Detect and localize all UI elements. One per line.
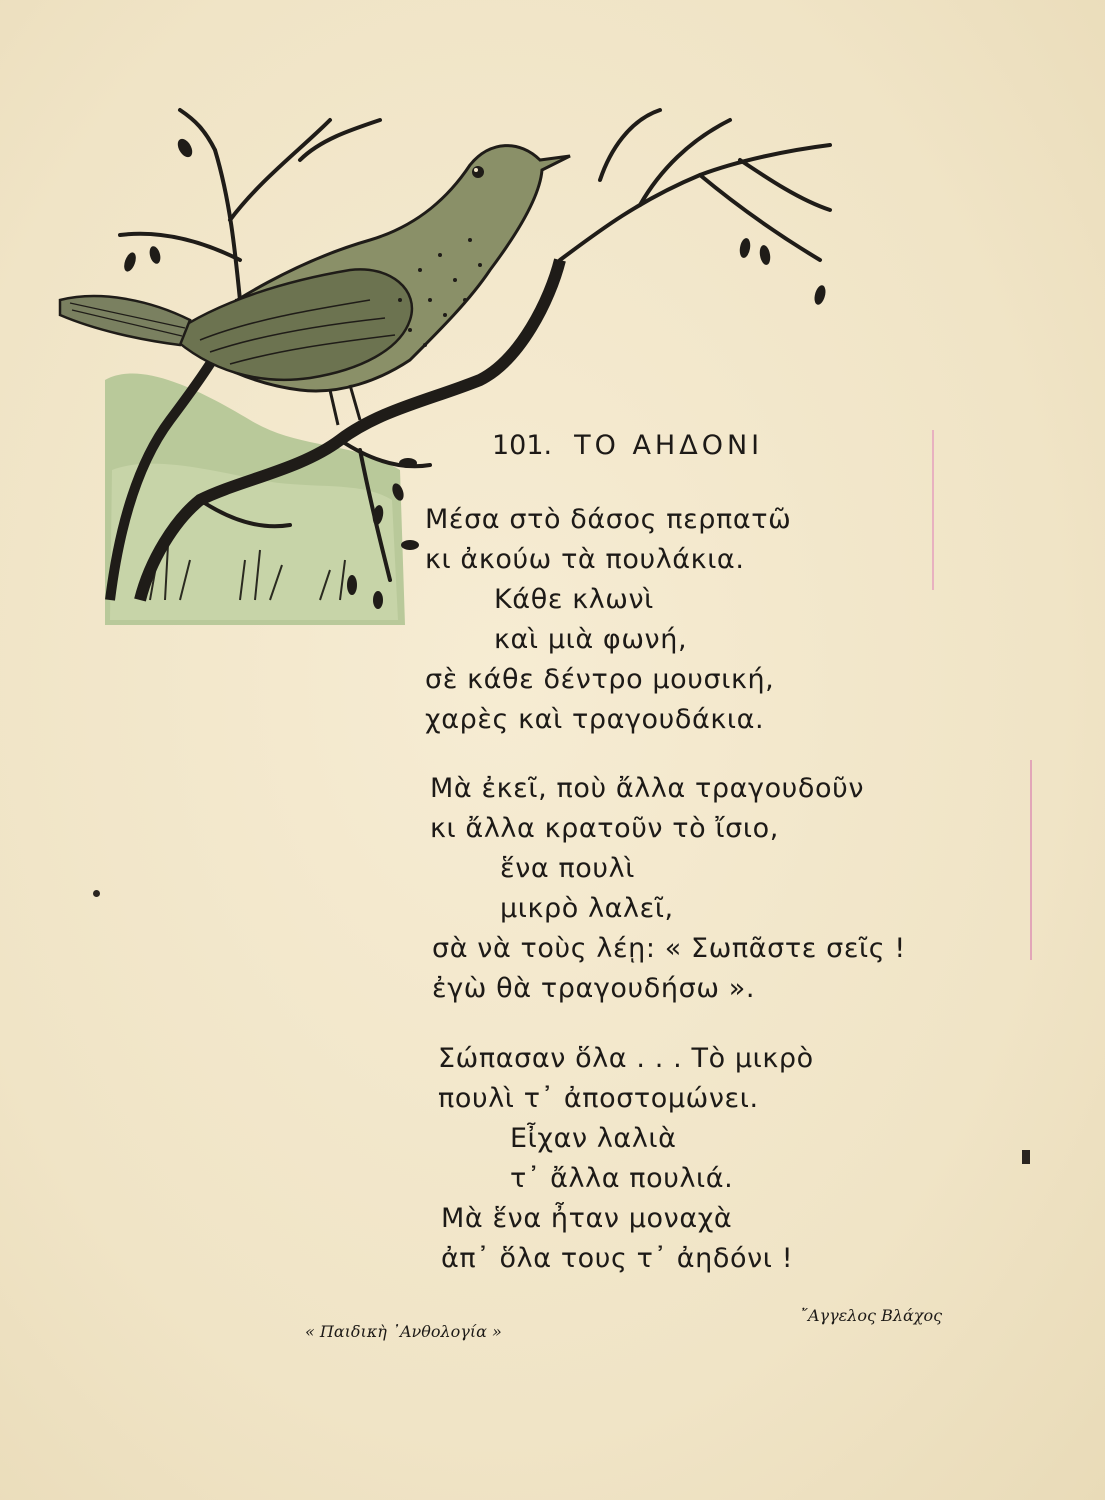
poem-line: σὲ κάθε δέντρο μουσική, xyxy=(425,664,775,695)
poem-line: ἀπ᾽ ὅλα τους τ᾽ ἀηδόνι ! xyxy=(441,1243,794,1274)
pencil-mark xyxy=(932,430,934,590)
poem-line: Σώπασαν ὅλα . . . Τὸ μικρὸ xyxy=(438,1043,814,1074)
poem-title-text: ΤΟ ΑΗΔΟΝΙ xyxy=(574,430,764,461)
poem-line: Κάθε κλωνὶ xyxy=(494,584,654,615)
poem-number: 101. xyxy=(492,430,553,461)
poem-line: καὶ μιὰ φωνή, xyxy=(494,624,688,655)
poem-line: χαρὲς καὶ τραγουδάκια. xyxy=(425,704,765,735)
poem-line: Εἶχαν λαλιὰ xyxy=(510,1123,677,1154)
poem-line: τ᾽ ἄλλα πουλιά. xyxy=(510,1163,734,1194)
author-name: ῎Αγγελος Βλάχος xyxy=(800,1306,943,1325)
poem-title xyxy=(492,430,763,461)
poem-line: κι ἄλλα κρατοῦν τὸ ἴσιο, xyxy=(430,813,779,844)
ink-spot xyxy=(1022,1150,1030,1164)
ink-spot xyxy=(93,890,100,897)
poem-line: Μὰ ἐκεῖ, ποὺ ἄλλα τραγουδοῦν xyxy=(430,773,865,804)
poem-line: ἕνα πουλὶ xyxy=(500,853,635,884)
pencil-mark xyxy=(1030,760,1032,960)
poem-line: μικρὸ λαλεῖ, xyxy=(500,893,674,924)
poem-line: σὰ νὰ τοὺς λέῃ: « Σωπᾶστε σεῖς ! xyxy=(432,933,906,964)
poem-line: πουλὶ τ᾽ ἀποστομώνει. xyxy=(438,1083,759,1114)
poem-line: Μὰ ἕνα ἦταν μοναχὰ xyxy=(441,1203,733,1234)
source-citation: « Παιδικὴ ᾿Ανθολογία » xyxy=(305,1322,502,1341)
poem-line: Μέσα στὸ δάσος περπατῶ xyxy=(425,504,792,535)
poem-line: κι ἀκούω τὰ πουλάκια. xyxy=(425,544,745,575)
poem-line: ἐγὼ θὰ τραγουδήσω ». xyxy=(432,973,756,1004)
